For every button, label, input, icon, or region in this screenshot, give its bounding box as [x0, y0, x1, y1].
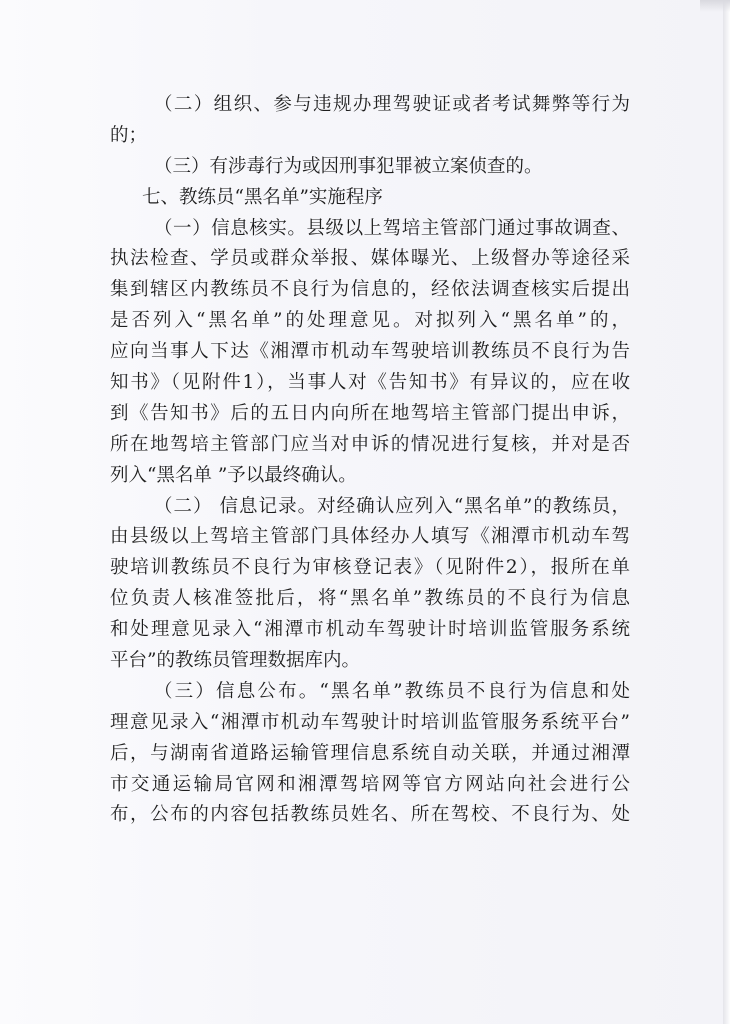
line-text: 的；: [110, 124, 148, 146]
scan-corner-shadow: [700, 0, 730, 12]
paragraph-line: [110, 770, 630, 801]
line-text: 位负责人核准签批后，将“黑名单”教练员的不良行为信息: [110, 588, 630, 610]
line-text: 和处理意见录入“湘潭市机动车驾驶计时培训监管服务系统: [110, 619, 630, 641]
line-text: 执法检查、学员或群众举报、媒体曝光、上级督办等途径采: [110, 248, 630, 270]
line-text: 列入“黑名单 ”予以最终确认。: [110, 464, 357, 486]
paragraph-line: [110, 214, 630, 245]
paragraph-line: [110, 522, 630, 553]
line-text: （二）组织、参与违规办理驾驶证或者考试舞弊等行为: [154, 94, 630, 115]
paragraph-line: [110, 399, 630, 430]
paragraph-line: [110, 615, 630, 646]
paragraph-line: [110, 306, 630, 337]
line-text: 应向当事人下达《湘潭市机动车驾驶培训教练员不良行为告: [110, 341, 630, 363]
line-text: 市交通运输局官网和湘潭驾培网等官方网站向社会进行公: [110, 773, 630, 795]
paragraph-line: [110, 800, 630, 831]
paragraph-line: [110, 152, 630, 183]
line-text: 所在地驾培主管部门应当对申诉的情况进行复核，并对是否: [110, 433, 630, 455]
paragraph-line: [110, 646, 630, 677]
paragraph-line: [110, 90, 630, 121]
scan-edge: [723, 0, 744, 1024]
line-text: 由县级以上驾培主管部门具体经办人填写《湘潭市机动车驾: [110, 526, 630, 548]
line-text: 布，公布的内容包括教练员姓名、所在驾校、不良行为、处: [110, 804, 630, 826]
paragraph-line: [110, 584, 630, 615]
line-text: 知书》（见附件1），当事人对《告知书》有异议的，应在收: [110, 372, 630, 394]
paragraph-line: [110, 708, 630, 739]
line-text: （三）有涉毒行为或因刑事犯罪被立案侦查的。: [154, 155, 543, 177]
paragraph-line: [110, 739, 630, 770]
document-body: [110, 90, 630, 831]
line-text: （三）信息公布。“黑名单”教练员不良行为信息和处: [154, 680, 630, 702]
heading-text: 七、教练员“黑名单”实施程序: [142, 186, 383, 208]
line-text: 集到辖区内教练员不良行为信息的，经依法调查核实后提出: [110, 279, 630, 301]
section-heading: [110, 183, 630, 214]
paragraph-line: [110, 677, 630, 708]
paragraph-line: [110, 430, 630, 461]
line-text: 是否列入“黑名单”的处理意见。对拟列入“黑名单”的，: [110, 310, 630, 332]
line-text: （二） 信息记录。对经确认应列入“黑名单”的教练员，: [154, 495, 630, 517]
line-text: 理意见录入“湘潭市机动车驾驶计时培训监管服务系统平台”: [110, 711, 630, 733]
line-text: 后，与湖南省道路运输管理信息系统自动关联，并通过湘潭: [110, 742, 630, 764]
paragraph-line: [110, 492, 630, 523]
line-text: （一）信息核实。县级以上驾培主管部门通过事故调查、: [154, 217, 630, 239]
paragraph-line: [110, 368, 630, 399]
line-text: 驶培训教练员不良行为审核登记表》（见附件2），报所在单: [110, 557, 630, 579]
line-text: 平台”的教练员管理数据库内。: [110, 650, 360, 672]
paragraph-line: [110, 337, 630, 368]
paragraph-line: [110, 461, 630, 492]
line-text: 到《告知书》后的五日内向所在地驾培主管部门提出申诉，: [110, 402, 630, 424]
paragraph-line: [110, 121, 630, 152]
paragraph-line: [110, 553, 630, 584]
paragraph-line: [110, 244, 630, 275]
paragraph-line: [110, 275, 630, 306]
